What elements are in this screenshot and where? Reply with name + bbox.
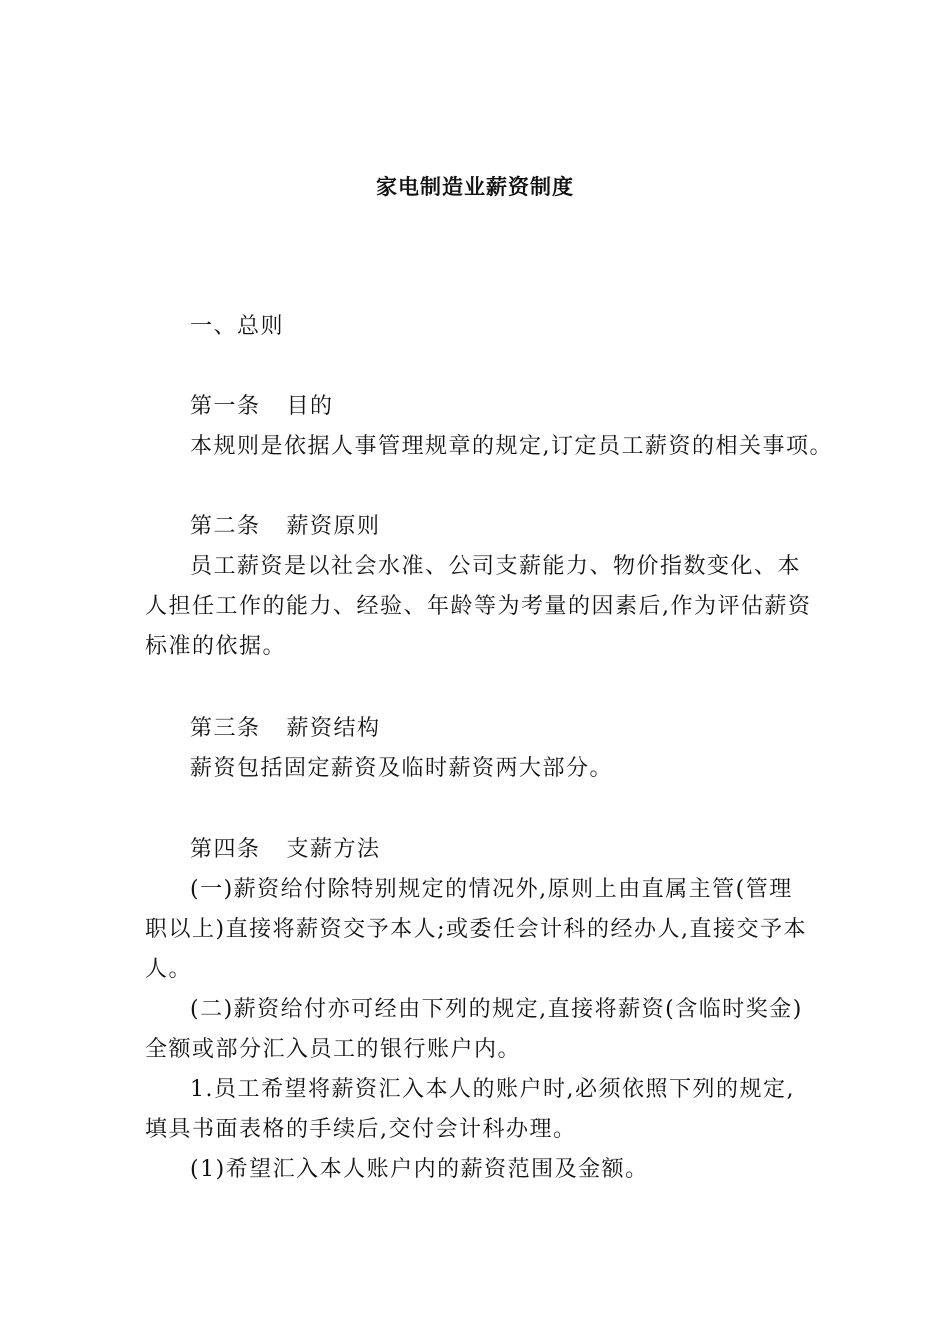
- section-heading-text: 一、总则: [190, 314, 285, 339]
- article-4-body-line: 职以上)直接将薪资交予本人;或委任会计科的经办人,直接交予本: [145, 917, 807, 942]
- article-4-heading: [145, 830, 815, 870]
- article-2-heading: [145, 507, 815, 547]
- article-3-name: 薪资结构: [286, 716, 381, 741]
- article-4-body-line: 全额或部分汇入员工的银行账户内。: [145, 1037, 522, 1062]
- article-2: [145, 507, 815, 667]
- article-4-body-line: (一)薪资给付除特别规定的情况外,原则上由直属主管(管理: [190, 877, 793, 902]
- section-heading-general: [145, 307, 815, 347]
- article-1-number: 第一条: [190, 394, 261, 419]
- article-4-body-line: 1.员工希望将薪资汇入本人的账户时,必须依照下列的规定,: [190, 1077, 795, 1102]
- article-4-body-line: 人。: [145, 957, 193, 982]
- article-2-name: 薪资原则: [286, 514, 381, 539]
- article-3-heading: [145, 709, 815, 749]
- article-1-body-line: 本规则是依据人事管理规章的规定,订定员工薪资的相关事项。: [190, 434, 833, 459]
- article-4: [145, 830, 815, 1190]
- article-4-body-line: (1)希望汇入本人账户内的薪资范围及金额。: [190, 1157, 649, 1182]
- article-4-body-line: 填具书面表格的手续后,交付会计科办理。: [145, 1117, 577, 1142]
- article-1: [145, 387, 833, 467]
- article-2-body-line: 人担任工作的能力、经验、年龄等为考量的因素后,作为评估薪资: [145, 594, 812, 619]
- article-4-number: 第四条: [190, 837, 261, 862]
- article-2-body-line: 员工薪资是以社会水准、公司支薪能力、物价指数变化、本: [190, 554, 802, 579]
- article-4-name: 支薪方法: [286, 837, 381, 862]
- article-1-heading: [145, 387, 815, 427]
- article-1-name: 目的: [286, 394, 334, 419]
- article-3: [145, 709, 815, 789]
- article-3-number: 第三条: [190, 716, 261, 741]
- article-2-body-line: 标准的依据。: [145, 634, 287, 659]
- article-4-body-line: (二)薪资给付亦可经由下列的规定,直接将薪资(含临时奖金): [190, 997, 803, 1022]
- document-title: 家电制造业薪资制度: [376, 174, 574, 199]
- article-2-number: 第二条: [190, 514, 261, 539]
- article-3-body-line: 薪资包括固定薪资及临时薪资两大部分。: [190, 756, 614, 781]
